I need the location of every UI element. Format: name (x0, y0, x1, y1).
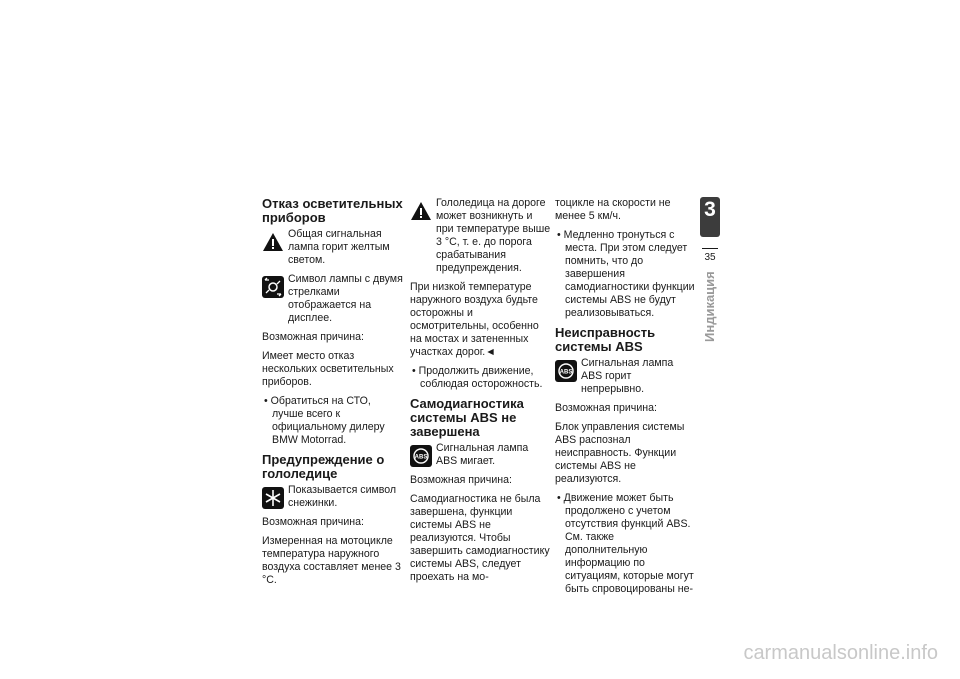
warning-triangle-icon (262, 231, 284, 253)
heading-abs-selftest: Самодиагностика системы ABS не завершена (410, 396, 524, 439)
icon-row (555, 357, 697, 396)
bullet-item: • Медленно тронуться с места. При этом следует помнить, что до завершения самодиагностики функции системы ABS не будут реализовываться. (557, 229, 695, 319)
column-3 (555, 197, 697, 602)
watermark: carmanualsonline.info (743, 642, 938, 664)
warning-text: Гололедица на дороге может возникнуть и при температуре выше 3 °C, т. е. до порога срабатывания предупреждения. (436, 197, 551, 274)
column-2 (410, 197, 552, 590)
heading-abs-fault: Неисправность системы ABS (555, 325, 656, 354)
paragraph: Возможная причина: (410, 474, 512, 486)
paragraph: Самодиагностика не была завершена, функции системы ABS не реализуются. Чтобы завершить самодиагностику системы ABS, следует проехать на мо- (410, 493, 550, 583)
paragraph: При низкой температуре наружного воздуха будьте осторожны и осмотрительны, особенно на мостах и затененных участках дорог.◄ (410, 281, 539, 358)
icon-text: Показывается символ снежинки. (288, 484, 397, 509)
column-1 (262, 197, 404, 593)
abs-icon (410, 445, 432, 467)
heading-ice-warning: Предупреждение о гололедице (262, 452, 385, 481)
icon-row (410, 442, 552, 468)
paragraph: Возможная причина: (262, 516, 364, 528)
paragraph: Возможная причина: (555, 402, 657, 414)
paragraph: Блок управления системы ABS распознал неисправность. Функции системы ABS не реализуются. (555, 421, 685, 485)
lamp-arrows-icon (262, 276, 284, 298)
page-number-rule (702, 248, 718, 249)
svg-text:ABS: ABS (559, 369, 573, 376)
heading-light-failure: Отказ осветительных приборов (262, 196, 403, 225)
paragraph: тоцикле на скорости не менее 5 км/ч. (555, 197, 671, 222)
paragraph: Имеет место отказ нескольких осветительных приборов. (262, 350, 394, 388)
bullet-item: • Движение может быть продолжено с учетом отсутствия функций ABS. См. также дополнительную информацию по ситуациям, которые могут быть спровоцированы не- (557, 492, 694, 595)
section-title: Индикация (702, 271, 717, 342)
icon-text: Общая сигнальная лампа горит желтым светом. (288, 228, 390, 266)
icon-text: Сигнальная лампа ABS горит непрерывно. (581, 357, 674, 395)
icon-row (262, 273, 404, 325)
icon-text: Сигнальная лампа ABS мигает. (436, 442, 529, 467)
paragraph: Возможная причина: (262, 331, 364, 343)
icon-row (262, 484, 404, 510)
paragraph: Измеренная на мотоцикле температура наружного воздуха составляет менее 3 °C. (262, 535, 401, 586)
bullet-item: • Продолжить движение, соблюдая осторожность. (412, 365, 543, 390)
snowflake-icon (262, 487, 284, 509)
abs-icon (555, 360, 577, 382)
icon-row (262, 228, 404, 267)
page-number: 35 (704, 252, 716, 263)
warning-triangle-icon (410, 200, 432, 222)
chapter-tab: 3 (700, 197, 720, 237)
icon-row (410, 197, 552, 275)
icon-text: Символ лампы с двумя стрелками отображается на дисплее. (288, 273, 403, 324)
bullet-item: • Обратиться на СТО, лучше всего к официальному дилеру BMW Motorrad. (264, 395, 385, 446)
svg-text:ABS: ABS (414, 454, 428, 461)
